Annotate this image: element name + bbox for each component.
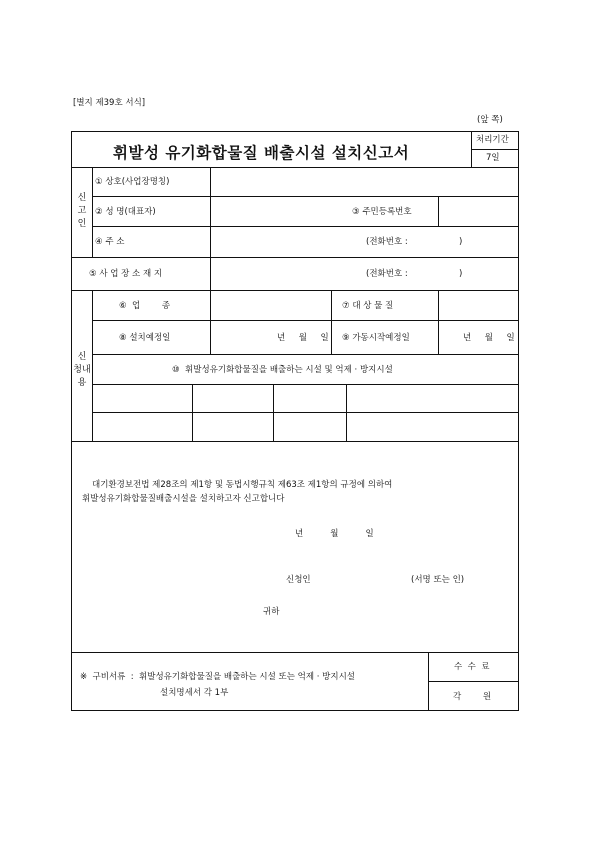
row-line	[92, 354, 519, 355]
report-form	[71, 131, 519, 711]
row-line	[92, 384, 519, 385]
fee-column-line	[428, 652, 429, 711]
signature-note: (서명 또는 인)	[411, 575, 465, 585]
install-date-field[interactable]: 년 월 일	[277, 333, 329, 343]
fee-divider	[428, 681, 519, 682]
address-phone-field[interactable]: (전화번호 : )	[366, 237, 463, 247]
declaration-date[interactable]: 년 월 일	[295, 529, 374, 539]
company-name-label: ① 상호(사업장명칭)	[95, 177, 170, 187]
row-line	[92, 226, 519, 227]
form-title: 휘발성 유기화합물질 배출시설 설치신고서	[113, 144, 410, 162]
recipient-label: 귀하	[263, 607, 280, 617]
install-date-label: ⑧ 설치예정일	[119, 333, 171, 343]
col-line	[210, 290, 211, 354]
resident-number-label: ③ 주민등록번호	[352, 207, 412, 217]
declaration-line-1: 대기환경보전법 제28조의 제1항 및 동법시행규칙 제63조 제1항의 규정에 의하여	[92, 480, 393, 490]
site-address-label: ⑤ 사 업 장 소 재 지	[89, 269, 163, 279]
row-line	[71, 652, 519, 653]
application-section-label: 신 청내 용	[73, 352, 91, 388]
required-documents-line-2: 설치명세서 각 1부	[160, 688, 229, 698]
applicant-label: 신청인	[286, 575, 311, 585]
processing-period-value: 7일	[486, 153, 500, 163]
col-line	[331, 290, 332, 354]
start-date-label: ⑨ 가동시작예정일	[342, 333, 410, 343]
row-line	[71, 167, 519, 168]
row-line	[92, 412, 519, 413]
page-side-note: (앞 쪽)	[477, 115, 503, 125]
industry-label: ⑥ 업 종	[119, 301, 171, 311]
processing-divider	[471, 149, 519, 150]
declaration-line-2: 휘발성유기화합물질배출시설을 설치하고자 신고합니다	[82, 494, 285, 504]
col-line	[438, 196, 439, 226]
col-line	[346, 384, 347, 441]
row-line	[71, 441, 519, 442]
address-label: ④ 주 소	[95, 237, 125, 247]
processing-period-label: 처리기간	[476, 135, 509, 145]
facility-list-label: ⑩ 휘발성유기화합물질을 배출하는 시설 및 억제 · 방지시설	[172, 365, 393, 375]
form-code: [별지 제39호 서식]	[73, 98, 146, 108]
representative-name-label: ② 성 명(대표자)	[95, 207, 156, 217]
target-substance-label: ⑦ 대 상 물 질	[342, 301, 394, 311]
col-line	[273, 384, 274, 441]
reporter-section-label: 신 고 인	[77, 193, 87, 229]
col-line	[92, 290, 93, 441]
fee-value: 각 원	[453, 692, 492, 702]
row-line	[92, 196, 519, 197]
fee-label: 수 수 료	[454, 662, 490, 672]
col-line	[210, 167, 211, 290]
row-line	[71, 257, 519, 258]
start-date-field[interactable]: 년 월 일	[463, 333, 515, 343]
col-line	[438, 290, 439, 354]
col-line	[92, 167, 93, 257]
site-phone-field[interactable]: (전화번호 : )	[366, 269, 463, 279]
row-line	[71, 290, 519, 291]
required-documents: ※ 구비서류 : 휘발성유기화합물질을 배출하는 시설 또는 억제 · 방지시설	[80, 672, 356, 682]
row-line	[92, 320, 519, 321]
title-divider	[471, 131, 472, 167]
col-line	[192, 384, 193, 441]
